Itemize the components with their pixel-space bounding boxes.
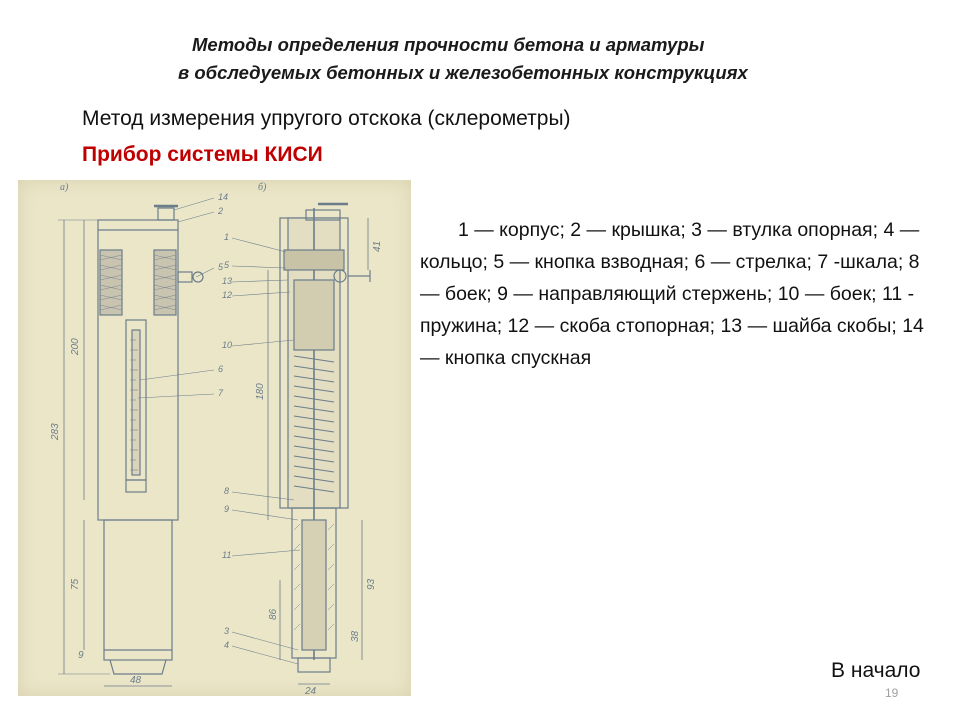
dim-48: 48	[130, 675, 142, 686]
title-line-2: в обследуемых бетонных и железобетонных конструкциях	[178, 62, 748, 83]
dim-180: 180	[255, 383, 266, 400]
method-subtitle: Метод измерения упругого отскока (склерометры)	[82, 107, 571, 130]
dim-38: 38	[350, 630, 361, 642]
page-number: 19	[885, 686, 899, 700]
dim-283: 283	[50, 423, 61, 440]
title-line-1: Методы определения прочности бетона и арматуры	[192, 34, 705, 55]
back-to-start-link[interactable]: В начало	[831, 659, 921, 682]
dim-75: 75	[70, 578, 81, 590]
technical-drawing	[18, 180, 411, 696]
panel-a-label: а)	[60, 182, 69, 193]
dim-41: 41	[372, 240, 383, 252]
sclerometer-drawing	[18, 180, 411, 696]
legend-text: 1 — корпус; 2 — крышка; 3 — втулка опорная; 4 — кольцо; 5 — кнопка взводная; 6 — стрелка; 7 -шкала; 8 — боек; 9 — направляющий стержень; 10 — боек; 11 - пружина; 12 — скоба стопорная; 13 — шайба скобы; 14 — кнопка спускная	[420, 219, 924, 369]
callout-12: 12	[222, 290, 233, 300]
dim-86: 86	[268, 608, 279, 620]
callout-5b: 5	[224, 260, 230, 270]
device-heading: Прибор системы КИСИ	[82, 143, 323, 166]
dim-200: 200	[70, 338, 81, 355]
callout-10: 10	[222, 340, 233, 350]
callout-4: 4	[224, 640, 230, 650]
callout-7: 7	[218, 388, 224, 398]
callout-3: 3	[224, 626, 230, 636]
callout-13: 13	[222, 276, 233, 286]
dim-9: 9	[78, 650, 84, 661]
callout-5: 5	[218, 262, 224, 272]
callout-9: 9	[224, 504, 230, 514]
section-view	[222, 204, 383, 696]
callout-11: 11	[222, 550, 232, 560]
callout-8: 8	[224, 486, 230, 496]
callout-2: 2	[218, 206, 224, 216]
panel-b-label: б)	[258, 182, 267, 193]
dim-24: 24	[305, 686, 317, 696]
dim-93: 93	[366, 578, 377, 590]
callout-6: 6	[218, 364, 224, 374]
callout-14: 14	[218, 192, 229, 202]
exterior-view	[50, 192, 228, 686]
parts-legend	[420, 214, 930, 374]
callout-1: 1	[224, 232, 230, 242]
